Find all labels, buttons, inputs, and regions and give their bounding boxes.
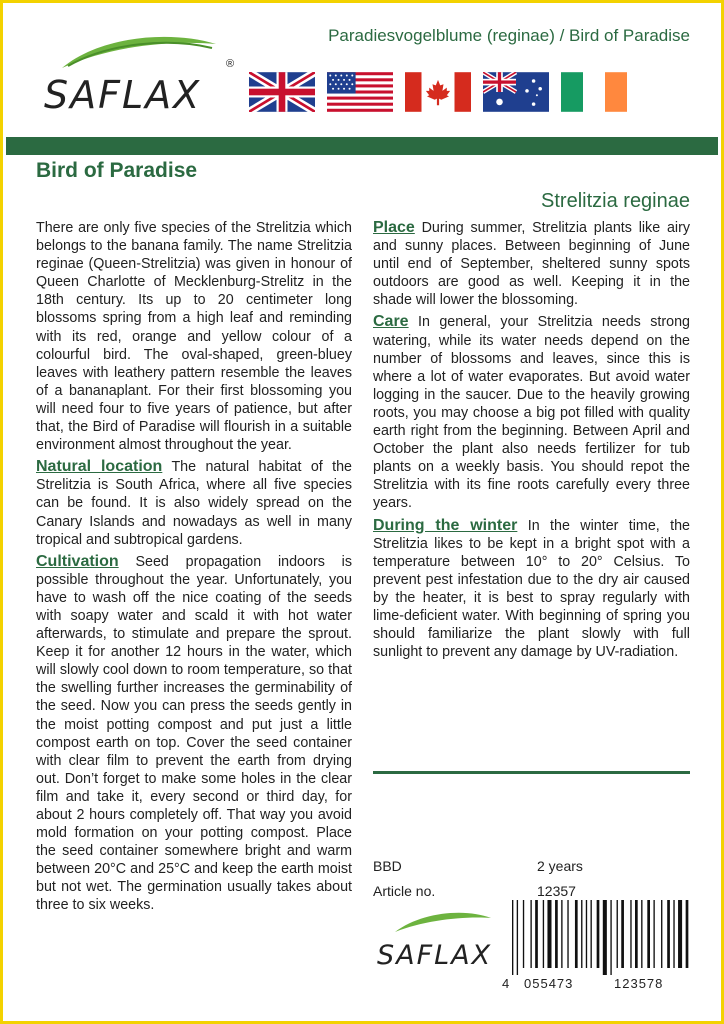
barcode-bar — [610, 900, 611, 975]
saflax-logo-small — [373, 908, 503, 972]
barcode-group-1: 055473 — [524, 976, 574, 991]
flag-row — [249, 72, 627, 112]
barcode-bar — [543, 900, 544, 968]
green-header-band — [6, 137, 718, 155]
barcode-bar — [661, 900, 662, 968]
barcode-bar — [641, 900, 642, 968]
barcode — [502, 900, 692, 996]
cultivation-text: Seed propagation indoors is possible throughout the year. Unfortunately, you have to wash off the nice coating of the seeds with soapy water and scald it with hot water afterwards, to stimulate and prepare the sprout. Keep it for another 12 hours in the water, which will slowly cool down to room temperature, so that the swelling further increases the germinability of the seed. Now you can press the seeds gently in the moist potting compost and put just a little compost earth on top. Cover the seed container with clear film to prevent the earth from drying out. Don’t forget to make some holes in the clear film and take it, every second or third day, for about 2 hours completely off. That way you avoid mold formation on your potting compost. Place the seed container somewhere bright and warm between 20°C and 25°C and keep the earth moist but not wet. The germination usually takes about three to six weeks. — [36, 553, 352, 914]
canada-flag-icon — [405, 72, 471, 112]
barcode-bar — [630, 900, 631, 968]
registered-mark: ® — [226, 58, 235, 70]
barcode-prefix: 4 — [502, 976, 510, 991]
saflax-logo-small-text: SAFLAX — [377, 940, 493, 971]
barcode-bar — [530, 900, 531, 968]
care-text: In general, your Strelitzia needs strong watering, while its water needs depend on the number of blossoms and leaves, since this is where a lot of water evaporates. But avoid water logging in the saucer. Due to the heavily growing roots, you may choose a big pot filled with quality earth right from the beginning. Between April and October the plant also needs fertilizer for tub plants on a weekly basis. You should repot the Strelitzia with its fine roots carefully every three years. — [373, 314, 690, 512]
place-title: Place — [373, 219, 415, 236]
australia-flag-icon — [483, 72, 549, 112]
natural-location-title: Natural location — [36, 458, 163, 476]
article-label: Article no. — [373, 883, 436, 899]
barcode-bar — [667, 900, 670, 968]
winter-section — [373, 517, 690, 662]
care-section — [373, 313, 690, 512]
barcode-bar — [603, 900, 607, 975]
saflax-logo — [40, 28, 240, 118]
bbd-label: BBD — [373, 858, 402, 874]
natural-location-text: The natural habitat of the Strelitzia is South Africa, where all five species can be found. It is also widely spread on the Canary Islands and nowadays as well in many tropical and subtropical gardens. — [36, 459, 353, 548]
place-text: During summer, Strelitzia plants like airy and sunny places. Between beginning of June until end of September, sheltered sunny spots outdoors are good as well. Keeping it in the shade will lower the blossoming. — [373, 220, 690, 309]
barcode-bar — [621, 900, 624, 968]
barcode-bar — [523, 900, 524, 968]
barcode-bar — [567, 900, 568, 968]
main-heading: Bird of Paradise — [36, 159, 198, 182]
barcode-bar — [653, 900, 654, 968]
cultivation-section — [36, 553, 352, 915]
barcode-bar — [512, 900, 513, 975]
usa-flag-icon — [327, 72, 393, 112]
natural-location-section — [36, 458, 352, 548]
uk-flag-icon — [249, 72, 315, 112]
barcode-bars — [502, 900, 692, 975]
barcode-bar — [517, 900, 518, 975]
barcode-bar — [678, 900, 682, 968]
cultivation-title: Cultivation — [36, 552, 119, 570]
ireland-flag-icon — [561, 72, 627, 112]
left-column — [36, 219, 352, 919]
barcode-bar — [635, 900, 638, 968]
page-title: Paradiesvogelblume (reginae) / Bird of Paradise — [328, 26, 690, 45]
barcode-bar — [575, 900, 578, 968]
intro-paragraph: There are only five species of the Strelitzia which belongs to the banana family. The name Strelitzia reginae (Queen-Strelitzia) was given in honour of Queen Charlotte of Mecklenburg-Strelitz in the 18th century. Its up to 20 centimeter long blossoms spring from a high leaf and reminding with its red, orange and yellow colour of a colourful bird. The oval-shaped, green-bluey leaves with leathery pattern resemble the leaves of a bananaplant. For their first blossoming you will need four to five years of patience, but after that, the Bird of Paradise will flourish in a suitable environment almost throughout the year. — [36, 220, 352, 454]
saflax-logo-text: SAFLAX — [44, 73, 202, 117]
barcode-bar — [555, 900, 558, 968]
barcode-bar — [673, 900, 674, 968]
care-title: Care — [373, 313, 409, 331]
bbd-value: 2 years — [537, 858, 583, 874]
barcode-bar — [647, 900, 650, 968]
winter-title: During the winter — [373, 516, 518, 534]
barcode-bar — [547, 900, 551, 968]
divider-line — [373, 771, 690, 774]
right-column — [373, 219, 690, 665]
article-value: 12357 — [537, 883, 576, 899]
barcode-bar — [591, 900, 592, 968]
winter-text: In the winter time, the Strelitzia likes to be kept in a bright spot with a temperature between 10° to 20° Celsius. To prevent pest infestation due to the dry air caused by the heater, it is best to spray regularly with lime-deficient water. With beginning of spring you should familiarize the plant slowly with full sunlight to prevent any damage by UV-radiation. — [373, 517, 690, 661]
barcode-group-2: 123578 — [614, 976, 664, 991]
barcode-bar — [561, 900, 562, 968]
place-section — [373, 219, 690, 309]
barcode-bar — [617, 900, 618, 968]
barcode-bar — [586, 900, 587, 968]
barcode-bar — [686, 900, 689, 968]
barcode-bar — [535, 900, 538, 968]
latin-name: Strelitzia reginae — [541, 190, 690, 212]
barcode-bar — [581, 900, 582, 968]
barcode-bar — [597, 900, 600, 968]
